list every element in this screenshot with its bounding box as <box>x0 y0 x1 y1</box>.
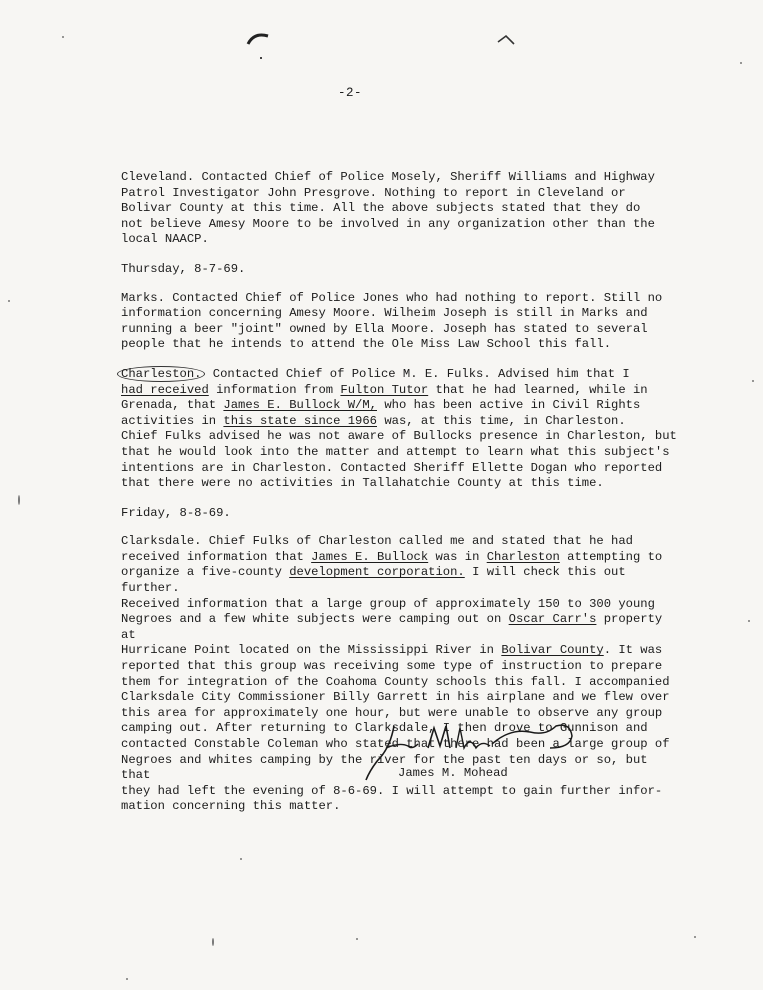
scan-speck <box>240 858 242 860</box>
underlined-text: had received <box>121 382 209 397</box>
text-run: Contacted Chief of Police M. E. Fulks. Advised him that I <box>212 366 630 381</box>
underlined-text: Fulton Tutor <box>340 382 429 397</box>
scan-speck <box>740 62 742 64</box>
underlined-text: Charleston <box>486 549 560 564</box>
scan-speck <box>356 938 358 940</box>
underlined-text: Bolivar County <box>501 643 604 658</box>
memo-paragraph-cleveland <box>121 170 681 248</box>
signature-block <box>360 718 600 798</box>
text-run: attempting to organize a five-county <box>121 549 663 580</box>
text-run: property at Hurricane Point located on the Mississippi River in <box>121 612 663 658</box>
date-heading <box>121 506 681 522</box>
underlined-text: James E. Bullock W/M, <box>223 398 377 413</box>
scan-speck <box>752 380 754 382</box>
text-run: Clarksdale. Chief Fulks of Charleston called me and stated that he had received information that <box>121 534 633 564</box>
text-run: was, at this time, in Charleston. Chief Fulks advised he was not aware of Bullocks presence in Charleston, but that he would look into the matter and attempt to learn what this subject's intentions are in Charleston. Contacted Sheriff Ellette Dogan who reported that there were no activities in Tallahatchie County at this time. <box>121 413 677 491</box>
text-run: was in <box>428 549 487 564</box>
text-run: who has been active in Civil Rights activities in <box>121 398 641 428</box>
memo-paragraph-marks <box>121 291 681 353</box>
text-run: I will check this out further. Received information that a large group of approximately 150 to 300 young Negroes and a few white subjects were camping out on <box>121 565 655 627</box>
page-number: -2- <box>337 86 362 100</box>
text-run: Marks. Contacted Chief of Police Jones who had nothing to report. Still no information concerning Amesy Moore. Wilheim Joseph is still in Marks and running a beer "joint" owned by Ella Moore. Joseph has stated to several people that he intends to attend the Ole Miss Law School this fall. <box>121 290 663 352</box>
scan-speck <box>748 620 750 622</box>
scan-speck <box>212 938 214 946</box>
text-run: Cleveland. Contacted Chief of Police Mosely, Sheriff Williams and Highway Patrol Investigator John Presgrove. Nothing to report in Cleveland or Bolivar County at this time. All the above subjects stated that they do not believe Amesy Moore to be involved in any organization other than the local NAACP. <box>121 170 655 247</box>
scan-speck <box>62 36 64 38</box>
scan-speck <box>18 495 20 505</box>
underlined-text: development corporation. <box>289 565 465 580</box>
underlined-text: this state since 1966 <box>223 413 377 428</box>
text-run: information from <box>208 382 341 397</box>
text-run: . It was reported that this group was receiving some type of instruction to prepare them for integration of the Coahoma County schools this fall. I accompanied Clarksdale City Commissioner Billy Garrett in his airplane and we flew over this area for approximately one hour, but were unable to observe any group camping out. After returning to Clarksdale, I then drove to Gunnison and contacted Constable Coleman who stated that there had been a large group of Negroes and whites camping by the river for the past ten days or so, but that they had left the evening of 8-6-69. I will attempt to gain further infor- mation concerning this matter. <box>121 643 670 814</box>
underlined-text: Oscar Carr's <box>508 612 597 627</box>
text-run: that he had learned, while in Grenada, that <box>121 382 648 413</box>
underlined-text: James E. Bullock <box>311 549 429 564</box>
scan-speck <box>126 978 128 980</box>
typed-signature-name: James M. Mohead <box>398 766 508 780</box>
scan-speck <box>8 300 10 302</box>
circled-location: Charleston. <box>117 366 205 382</box>
memo-paragraph-charleston <box>121 367 681 492</box>
scan-speck <box>694 936 696 938</box>
top-left-mark <box>244 28 274 64</box>
date-heading <box>121 262 681 278</box>
top-right-mark <box>496 34 518 48</box>
text-run: Thursday, 8-7-69. <box>121 261 246 276</box>
text-run: Friday, 8-8-69. <box>121 505 231 520</box>
